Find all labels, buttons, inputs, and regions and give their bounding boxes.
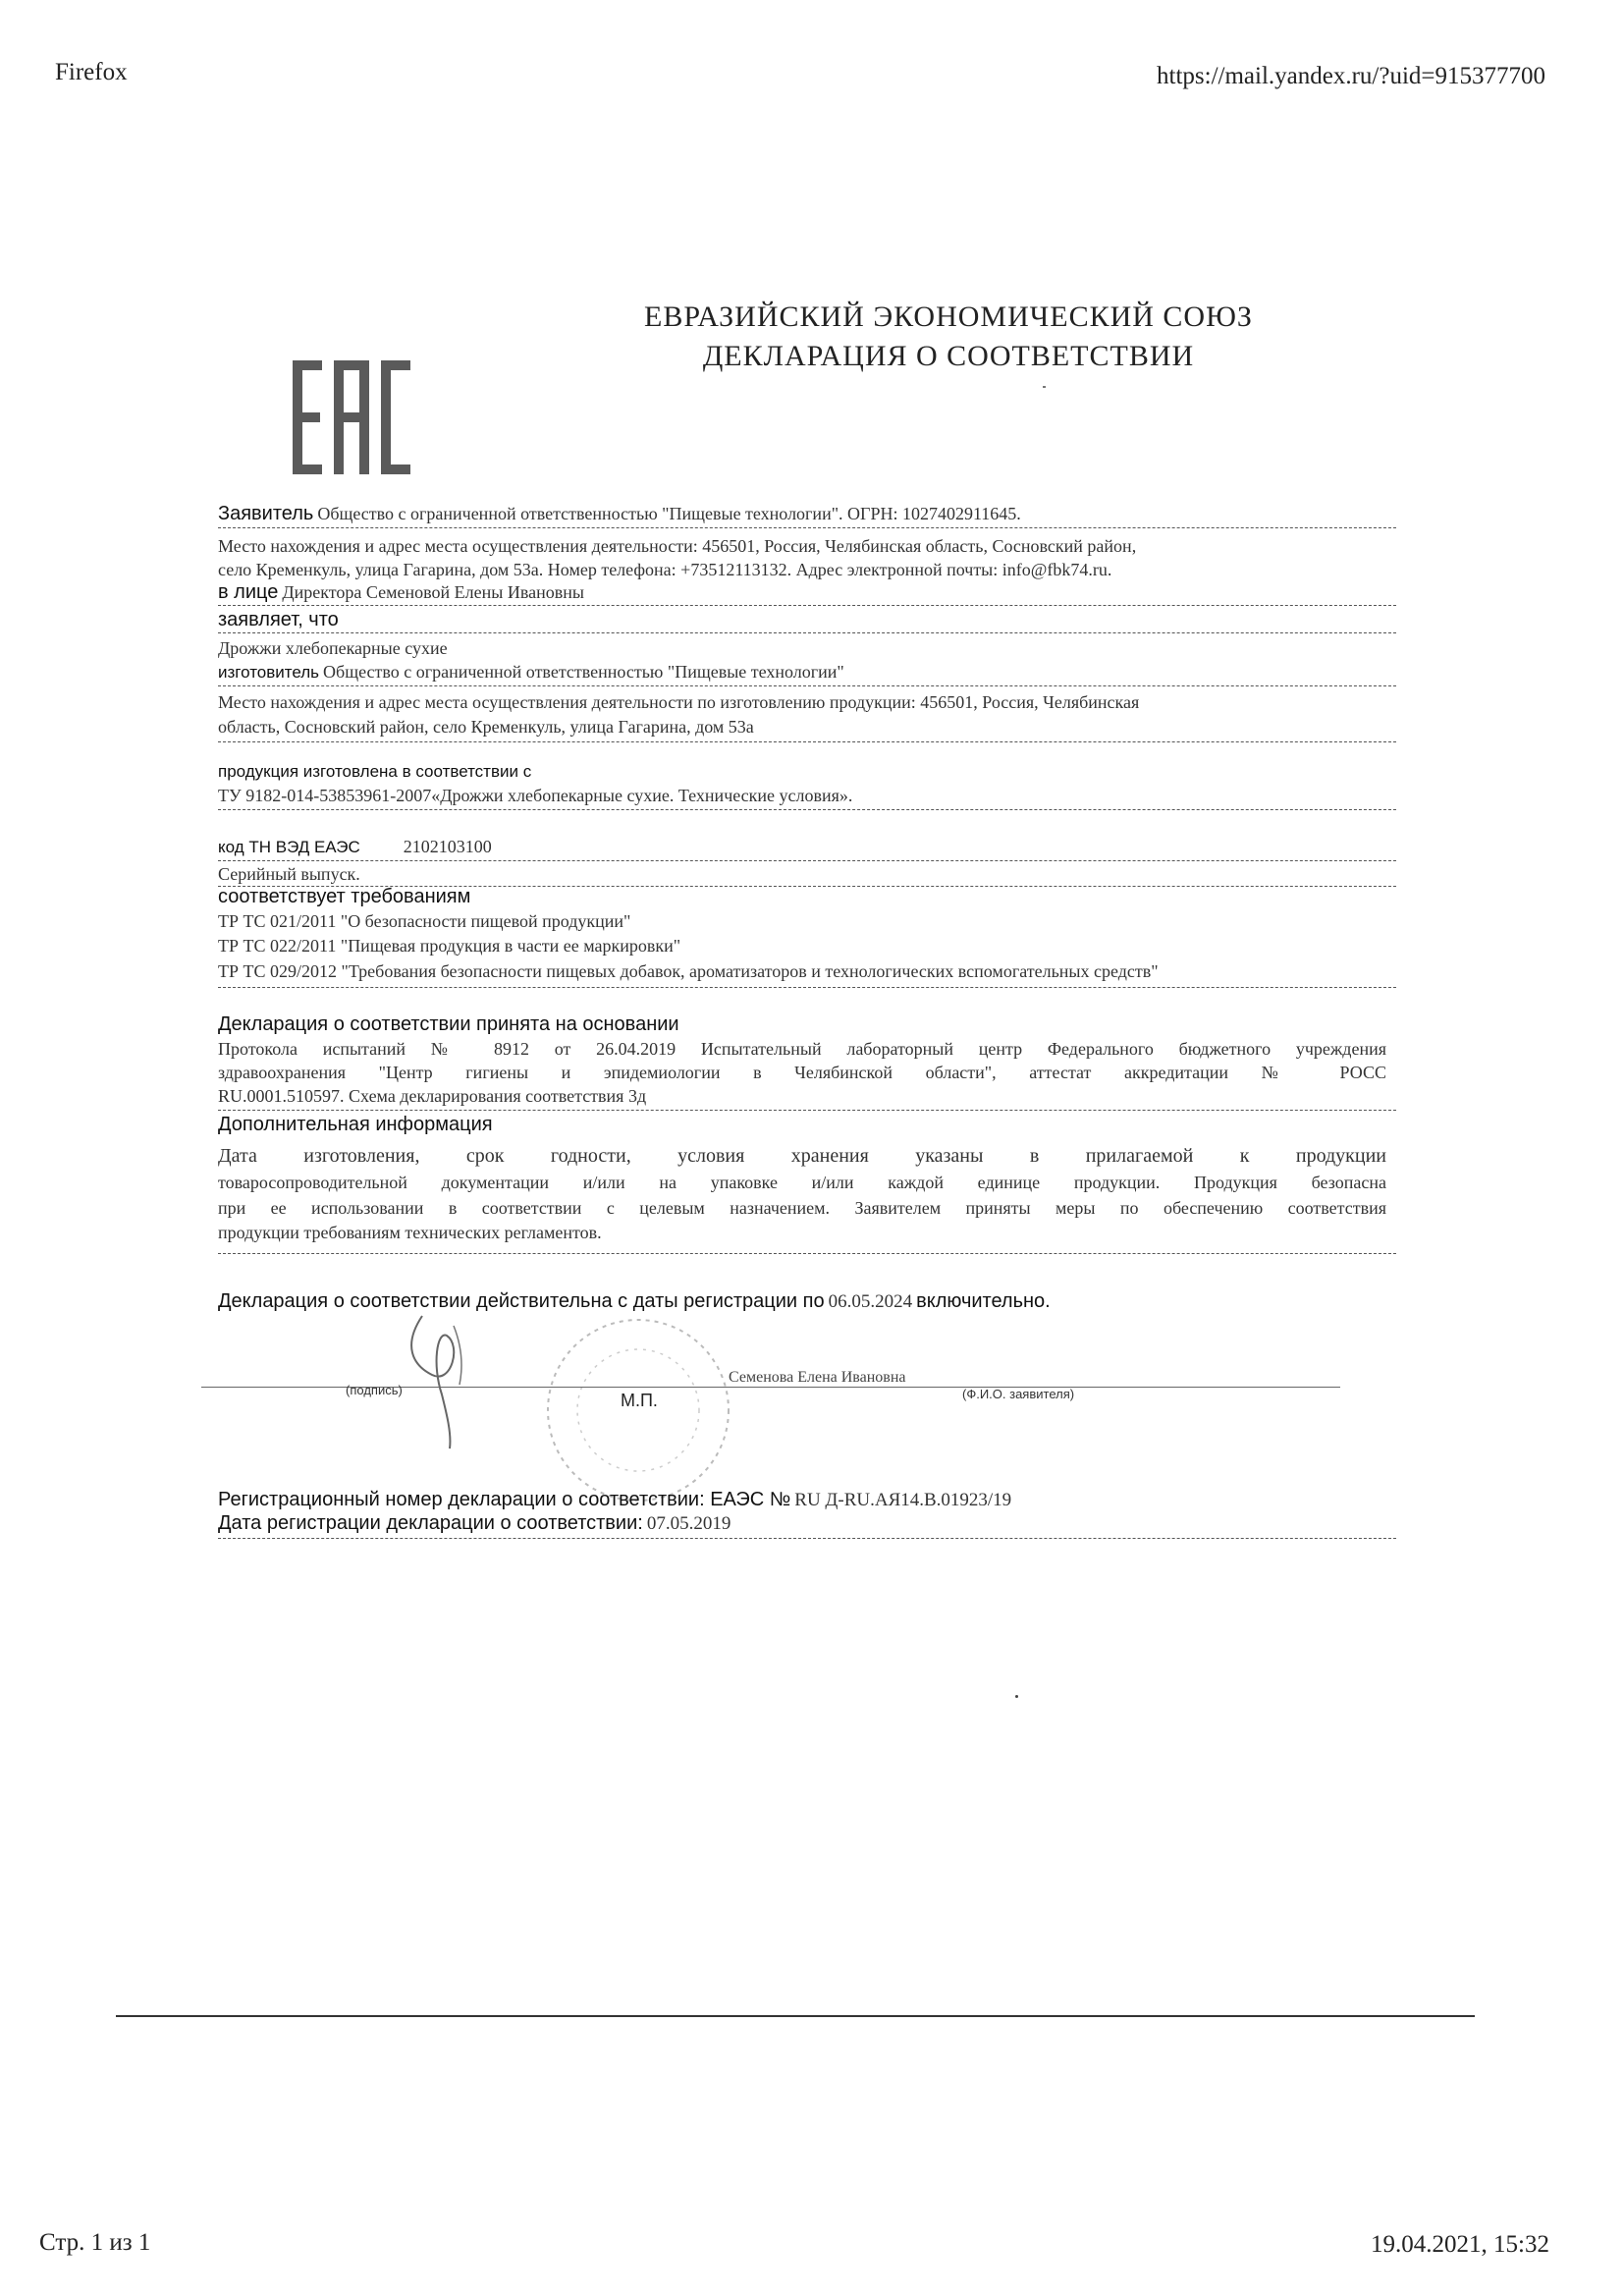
tn-ved-label: код ТН ВЭД ЕАЭС <box>218 838 360 856</box>
tn-ved-row <box>218 837 1396 857</box>
additional-info-line2: товаросопроводительной документации и/или на упаковке и/или каждой единице продукции. Продукция безопасна <box>218 1173 1386 1192</box>
requirement-item: ТР ТС 021/2011 "О безопасности пищевой продукции" <box>218 911 631 931</box>
eac-logo-icon <box>291 358 412 476</box>
registration-number-label: Регистрационный номер декларации о соответствии: ЕАЭС № <box>218 1489 791 1510</box>
declares-label: заявляет, что <box>218 609 339 630</box>
signatory-name-caption: (Ф.И.О. заявителя) <box>962 1387 1075 1401</box>
browser-app-name: Firefox <box>55 59 128 85</box>
basis-line2: здравоохранения "Центр гигиены и эпидемиологии в Челябинской области", аттестат аккредитации № РОСС <box>218 1063 1386 1082</box>
basis-line3: RU.0001.510597. Схема декларирования соответствия 3д <box>218 1086 647 1106</box>
footer-rule <box>116 2015 1475 2017</box>
additional-info-line4: продукции требованиям технических регламентов. <box>218 1223 602 1242</box>
dotted-divider <box>218 1538 1396 1539</box>
registration-date-row <box>218 1512 1396 1535</box>
dotted-divider <box>218 1253 1396 1254</box>
produced-per-label: продукция изготовлена в соответствии с <box>218 762 532 781</box>
manufacturer-value: Общество с ограниченной ответственностью "Пищевые технологии" <box>323 662 844 682</box>
additional-info-line1: Дата изготовления, срок годности, условия хранения указаны в прилагаемой к продукции <box>218 1145 1386 1167</box>
page-url[interactable]: https://mail.yandex.ru/?uid=915377700 <box>1157 63 1545 89</box>
registration-number-row <box>218 1489 1396 1511</box>
stamp-caption: М.П. <box>621 1391 658 1410</box>
tn-ved-value: 2102103100 <box>403 837 492 856</box>
scan-speck <box>1015 1695 1018 1698</box>
requirement-item: ТР ТС 022/2011 "Пищевая продукция в части ее маркировки" <box>218 936 681 956</box>
applicant-label: Заявитель <box>218 503 314 524</box>
dotted-divider <box>218 632 1396 633</box>
dotted-divider <box>218 605 1396 606</box>
represented-by-row <box>218 581 1396 604</box>
registration-date-value: 07.05.2019 <box>646 1513 731 1534</box>
produced-per-value: ТУ 9182-014-53853961-2007«Дрожжи хлебопекарные сухие. Технические условия». <box>218 786 853 805</box>
dotted-divider <box>218 809 1396 810</box>
dotted-divider <box>218 741 1396 742</box>
document-title-declaration: ДЕКЛАРАЦИЯ О СООТВЕТСТВИИ <box>702 340 1195 372</box>
document-title-union: ЕВРАЗИЙСКИЙ ЭКОНОМИЧЕСКИЙ СОЮЗ <box>644 301 1253 333</box>
print-datetime: 19.04.2021, 15:32 <box>1371 2231 1549 2258</box>
represented-by-label: в лице <box>218 581 279 603</box>
signature-image <box>393 1306 491 1453</box>
manufacturer-row <box>218 662 1396 683</box>
signatory-name: Семенова Елена Ивановна <box>729 1369 906 1386</box>
validity-label: Декларация о соответствии действительна с даты регистрации по <box>218 1290 825 1312</box>
applicant-address-line1: Место нахождения и адрес места осуществления деятельности: 456501, Россия, Челябинская область, Сосновский район, <box>218 536 1137 556</box>
dotted-divider <box>218 527 1396 528</box>
additional-info-line3: при ее использовании в соответствии с целевым назначением. Заявителем приняты меры по обеспечению соответствия <box>218 1198 1386 1218</box>
manufacturer-address-line1: Место нахождения и адрес места осуществления деятельности по изготовлению продукции: 456501, Россия, Челябинская <box>218 692 1140 712</box>
dotted-divider <box>218 1110 1396 1111</box>
registration-date-label: Дата регистрации декларации о соответствии: <box>218 1512 643 1534</box>
dotted-divider <box>218 860 1396 861</box>
applicant-name: Общество с ограниченной ответственностью "Пищевые технологии". ОГРН: 1027402911645. <box>317 504 1021 523</box>
registration-number-value: RU Д-RU.АЯ14.В.01923/19 <box>794 1490 1012 1510</box>
dotted-divider <box>218 685 1396 686</box>
manufacturer-label: изготовитель <box>218 663 320 682</box>
applicant-address-line2: село Кременкуль, улица Гагарина, дом 53а. Номер телефона: +73512113132. Адрес электронной почты: info@fbk74.ru. <box>218 560 1112 579</box>
basis-label: Декларация о соответствии принята на основании <box>218 1013 679 1035</box>
scan-speck <box>1043 386 1046 388</box>
validity-suffix: включительно. <box>916 1290 1051 1312</box>
basis-line1: Протокола испытаний № 8912 от 26.04.2019 Испытательный лабораторный центр Федерального бюджетного учреждения <box>218 1039 1386 1059</box>
serial-release: Серийный выпуск. <box>218 864 360 884</box>
dotted-divider <box>218 987 1396 988</box>
validity-date: 06.05.2024 <box>828 1291 913 1312</box>
requirement-item: ТР ТС 029/2012 "Требования безопасности пищевых добавок, ароматизаторов и технологических вспомогательных средств" <box>218 961 1159 981</box>
requirements-label: соответствует требованиям <box>218 886 471 907</box>
manufacturer-address-line2: область, Сосновский район, село Кременкуль, улица Гагарина, дом 53а <box>218 717 754 737</box>
product-name: Дрожжи хлебопекарные сухие <box>218 638 448 658</box>
additional-info-label: Дополнительная информация <box>218 1114 493 1135</box>
signature-caption: (подпись) <box>346 1383 403 1397</box>
represented-by-value: Директора Семеновой Елены Ивановны <box>282 582 584 602</box>
applicant-line1 <box>218 503 1396 525</box>
page-indicator: Стр. 1 из 1 <box>39 2229 151 2256</box>
